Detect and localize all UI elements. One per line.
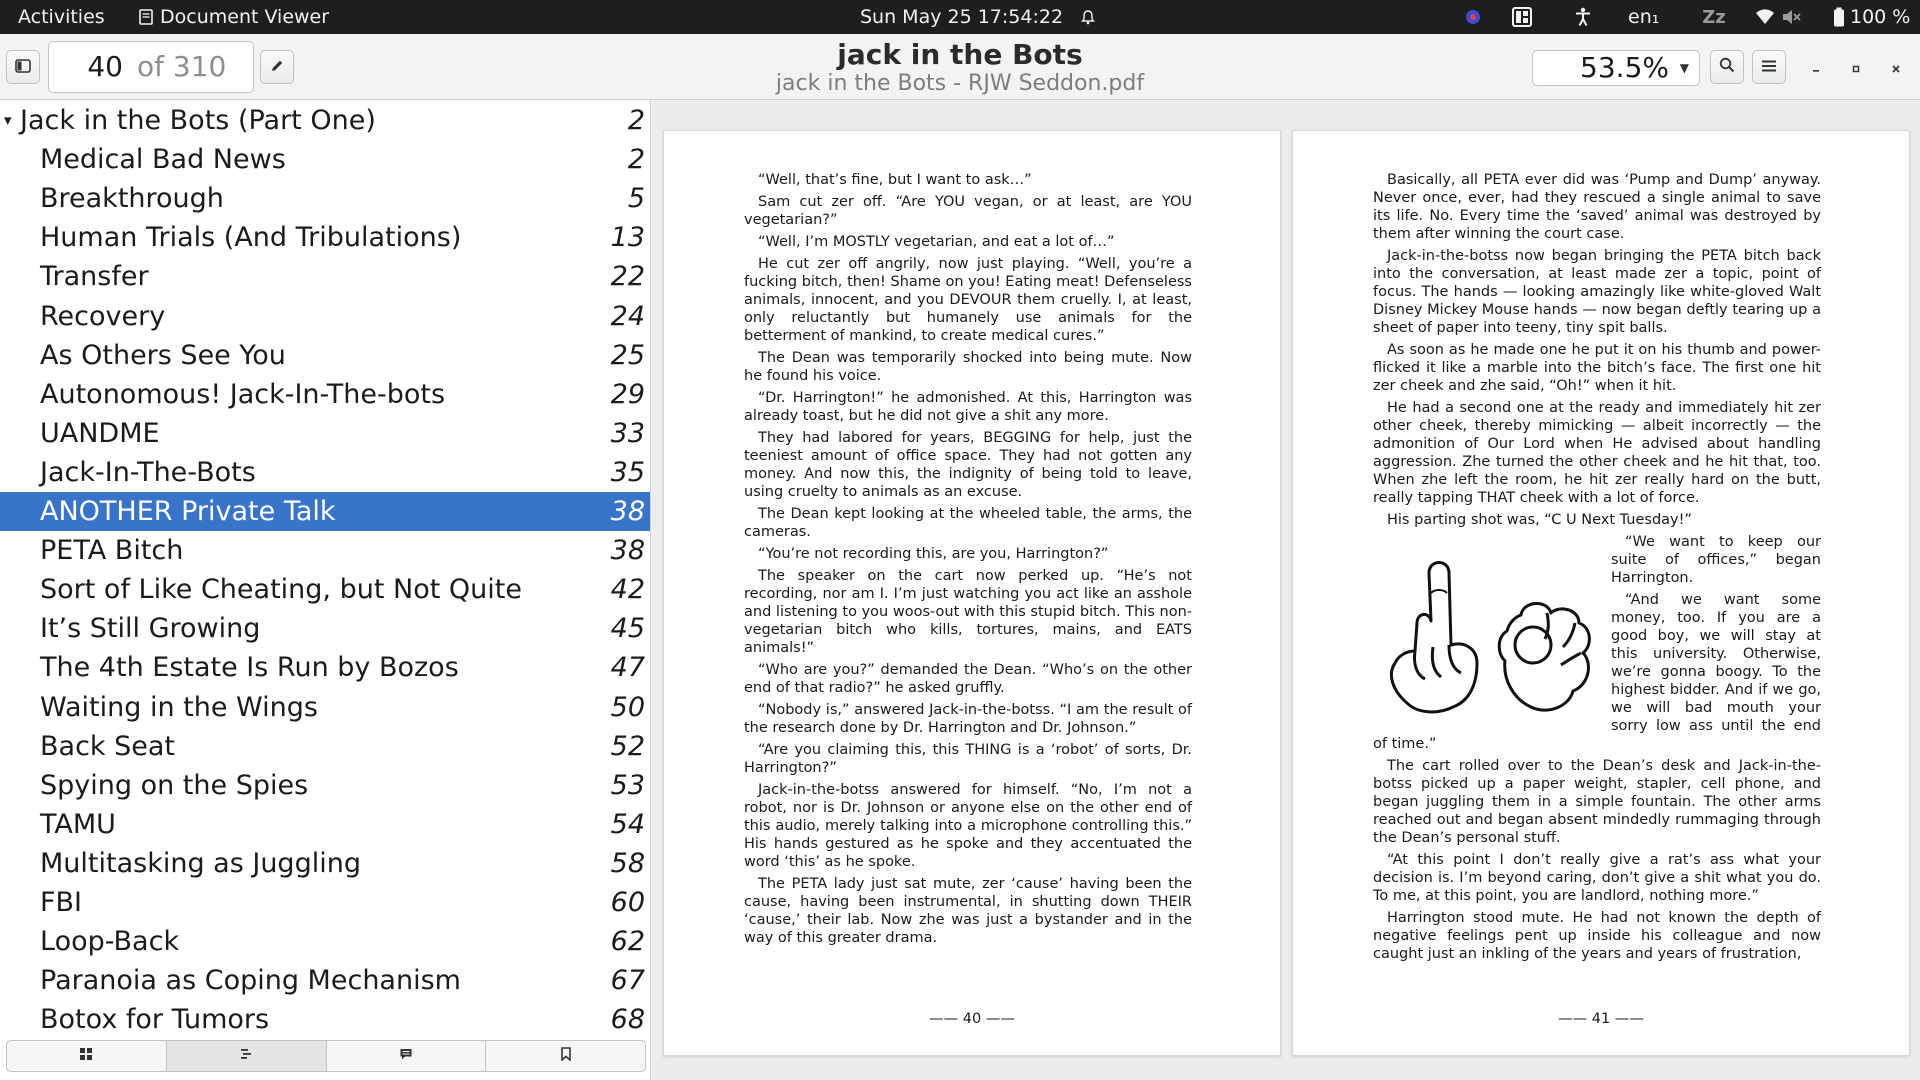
outline-item-label: Paranoia as Coping Mechanism [40,965,461,997]
outline-item[interactable] [0,1000,650,1039]
outline-item-label: Jack in the Bots (Part One) [20,105,376,136]
outline-item-label: Breakthrough [40,183,224,215]
outline-item-page: 60 [610,887,645,918]
page-paragraph: As soon as he made one he put it on his thumb and power-flicked it like a marble into the bitch’s face. The first one hit zer cheek and zhe said, “Oh!” when it hit. [1373,342,1821,394]
outline-item[interactable] [0,297,650,336]
main-menu-button[interactable] [1752,50,1786,84]
page-paragraph: “You’re not recording this, are you, Harrington?” [758,546,1109,562]
close-icon [1891,59,1901,78]
document-viewer-app-icon [136,6,156,28]
outline-item-page: 68 [610,1004,645,1036]
tab-bookmarks[interactable] [486,1041,645,1071]
outline-item[interactable] [0,375,650,414]
outline-item-page: 35 [610,456,645,488]
page-41-text [1373,171,1821,967]
outline-item-label: Medical Bad News [40,144,286,176]
battery-icon[interactable] [1832,6,1846,28]
header-bar [0,34,1920,100]
outline-item-label: Sort of Like Cheating, but Not Quite [40,574,522,606]
page-paragraph: “Dr. Harrington!” he admonished. At this, Harrington was already toast, but he did not give a shit any more. [744,390,1192,424]
outline-item-page: 52 [610,730,645,762]
page-paragraph: “Nobody is,” answered Jack-in-the-botss. “I am the result of the research done by Dr. Harrington and Dr. Johnson.” [744,702,1192,736]
outline-list-icon [239,1047,253,1065]
outline-item[interactable] [0,961,650,1000]
page-paragraph: Harrington stood mute. He had not known the depth of negative feelings pent up inside his colleague and now caught just an inkling of the years and years of frustration, [1373,910,1821,962]
sidebar-tab-bar [6,1040,646,1072]
outline-item-page: 53 [610,769,645,801]
colorful-app-indicator-icon[interactable] [1462,6,1484,28]
outline-item-label: Jack-In-The-Bots [40,456,256,488]
outline-item[interactable] [0,218,650,257]
keyboard-layout-indicator[interactable]: en₁ [1628,6,1660,28]
outline-item[interactable] [0,414,650,453]
outline-item-label: TAMU [40,808,116,840]
page-paragraph: Sam cut zer off. “Are YOU vegan, or at least, are YOU vegetarian?” [744,194,1192,228]
bell-icon [1078,6,1098,28]
page-paragraph: “Well, that’s fine, but I want to ask…” [758,172,1032,188]
activities-button[interactable]: Activities [18,6,105,28]
page-number-input[interactable]: 40 [87,50,123,83]
page-paragraph: Basically, all PETA ever did was ‘Pump and Dump’ anyway. Never once, ever, had they rescued a single animal to save its life. No. Every time the ‘saved’ animal was destroyed by them after winning the court case. [1373,172,1821,242]
document-title: jack in the Bots [837,38,1083,71]
volume-muted-icon[interactable] [1780,6,1802,28]
zoom-selector[interactable] [1532,50,1700,86]
pdf-page-41[interactable] [1292,130,1910,1056]
outline-item-label: Human Trials (And Tribulations) [40,222,462,254]
system-top-bar [0,0,1920,34]
outline-item-page: 38 [610,496,645,527]
page-paragraph: His parting shot was, “C U Next Tuesday!” [1387,512,1692,528]
minimize-button[interactable] [1802,54,1830,82]
outline-item[interactable] [0,844,650,883]
outline-item-label: As Others See You [40,339,286,371]
outline-item[interactable] [0,688,650,727]
tab-thumbnails[interactable] [7,1041,167,1071]
sleep-zz-icon[interactable]: Zz [1702,6,1726,28]
page-count-label: of 310 [137,50,227,83]
maximize-button[interactable] [1842,54,1870,82]
page-40-text [744,171,1192,951]
document-filename: jack in the Bots - RJW Seddon.pdf [775,71,1145,96]
outline-item-label: PETA Bitch [40,535,184,567]
outline-item-label: Recovery [40,300,166,332]
page-paragraph: He cut zer off angrily, now just playing. “Well, you’re a fucking bitch, then! Shame on you! Eating meat! Defenseless animals, innocent, and you DEVOUR them cruelly. I, at least, only reluctantly but humanely use animals for the betterment of mankind, to create medical cures.” [744,256,1192,344]
outline-item-label: Botox for Tumors [40,1004,270,1036]
accessibility-icon[interactable] [1572,6,1594,28]
outline-item-page: 5 [627,183,645,215]
speech-bubble-icon [399,1047,413,1065]
page-paragraph: “At this point I don’t really give a rat’s ass what your decision is. I’m beyond caring, don’t give a shit what you do. To me, at this point, you are landlord, nothing more.” [1373,852,1821,904]
page-paragraph: The Dean was temporarily shocked into being mute. Now he found his voice. [744,350,1192,384]
outline-item-page: 13 [610,222,645,254]
outline-item-page: 58 [610,847,645,879]
battery-percentage: 100 % [1850,6,1911,28]
outline-item-label: Back Seat [40,730,176,762]
outline-item[interactable] [0,805,650,844]
search-icon [1719,57,1735,77]
outline-item-page: 29 [610,378,645,410]
outline-item-label: Transfer [40,261,149,293]
outline-item-label: FBI [40,887,83,918]
outline-item-label: ANOTHER Private Talk [40,496,336,527]
outline-item-label: Autonomous! Jack-In-The-bots [40,378,446,410]
outline-item[interactable] [0,257,650,296]
outline-item[interactable] [0,101,650,140]
outline-item-page: 67 [610,965,645,997]
page-paragraph: The cart rolled over to the Dean’s desk and Jack-in-the-botss picked up a paper weight, stapler, cell phone, and began juggling them in a simple fountain. The other arms reached out and began absent mindedly rummaging through the Dean’s personal stuff. [1373,758,1821,846]
outline-item[interactable] [0,336,650,375]
document-view[interactable] [652,100,1920,1080]
outline-item-page: 33 [610,417,645,449]
outline-item-page: 2 [627,144,645,176]
outline-item[interactable] [0,766,650,805]
outline-item-page: 47 [610,652,645,684]
minimize-icon [1811,59,1821,78]
outline-item[interactable] [0,883,650,922]
tab-annotations[interactable] [327,1041,487,1071]
outline-item-page: 2 [627,105,645,136]
clock[interactable]: Sun May 25 17:54:22 [860,6,1064,28]
page-paragraph: “Who are you?” demanded the Dean. “Who’s on the other end of that radio?” he asked gruffly. [744,662,1192,696]
page-paragraph: The Dean kept looking at the wheeled table, the arms, the cameras. [744,506,1192,540]
outline-sidebar [0,100,651,1080]
outline-item-page: 24 [610,300,645,332]
grid-icon [79,1047,93,1065]
workspace-layout-icon[interactable] [1510,6,1534,28]
page-paragraph: “Are you claiming this, this THING is a ‘robot’ of sorts, Dr. Harrington?” [744,742,1192,776]
outline-item-page: 22 [610,261,645,293]
page-paragraph: The speaker on the cart now perked up. “He’s not recording, nor am I. I’m just watching you act like an asshole and listening to you woos-out with this stupid bitch. This non-vegetarian bitch who kills, tortures, mains, and EATS animals!” [744,568,1192,656]
outline-item-label: The 4th Estate Is Run by Bozos [40,652,459,684]
hamburger-menu-icon [1761,58,1777,77]
outline-item[interactable] [0,531,650,570]
app-menu[interactable]: Document Viewer [160,6,330,28]
bookmark-icon [560,1047,572,1065]
outline-item[interactable] [0,648,650,687]
page-paragraph: The PETA lady just sat mute, zer ‘cause’ having been the cause, having been instrumental, in shutting down THEIR ‘cause,’ their lab. Now zhe was just a bystander and in the way of this greater drama. [744,876,1192,946]
page-41-number: —— 41 —— [1558,1011,1644,1027]
outline-item[interactable] [0,179,650,218]
outline-item-label: It’s Still Growing [40,613,261,645]
wifi-icon[interactable] [1754,6,1776,28]
outline-item[interactable] [0,453,650,492]
outline-item-label: Waiting in the Wings [40,691,318,723]
pdf-page-40[interactable] [663,130,1281,1056]
outline-item-label: Multitasking as Juggling [40,847,361,879]
outline-item-page: 25 [610,339,645,371]
page-paragraph: “And we want some money, too. If you are a good boy, we will stay at this university. Otherwise, we’re gonna boogy. To the highest bidder. And if we go, we will bad mouth your sorry low ass until the end of time.” [1373,592,1821,752]
outline-item[interactable] [0,727,650,766]
search-button[interactable] [1710,50,1744,84]
page-paragraph: Jack-in-the-botss now began bringing the PETA bitch back into the conversation, at least made zer a topic, point of focus. The hands — looking amazingly like white-gloved Walt Disney Mickey Mouse hands — now began deftly tearing up a sheet of paper into teeny, tiny spit balls. [1373,248,1821,336]
page-paragraph: “We want to keep our suite of offices,” began Harrington. [1611,534,1821,586]
outline-item-page: 50 [610,691,645,723]
page-40-number: —— 40 —— [929,1011,1015,1027]
page-paragraph: He had a second one at the ready and immediately hit zer other cheek, thereby mimicking — albeit incorrectly — the admonition of Our Lord when He advised about handling aggression. Zhe turned the other cheek and he hit that, too. When zhe left the room, he hit zer really hard on the butt, really tapping THAT cheek with a lot of force. [1373,400,1821,506]
outline-item-selected[interactable] [0,492,650,531]
page-paragraph: “Well, I’m MOSTLY vegetarian, and eat a lot of…” [758,234,1115,250]
tab-outline[interactable] [167,1041,327,1071]
outline-item-page: 62 [610,926,645,958]
outline-item[interactable] [0,922,650,961]
outline-item-page: 54 [610,808,645,840]
outline-item[interactable] [0,140,650,179]
expand-chevron-icon[interactable]: ▾ [4,111,12,129]
outline-item[interactable] [0,609,650,648]
outline-item-page: 38 [610,535,645,567]
outline-item-page: 45 [610,613,645,645]
outline-item-label: UANDME [40,417,160,449]
outline-item-page: 42 [610,574,645,606]
close-button[interactable] [1882,54,1910,82]
middle-finger-hands-illustration [1373,553,1603,731]
page-paragraph: Jack-in-the-botss answered for himself. “No, I’m not a robot, nor is Dr. Johnson or anyone else on the other end of this audio, merely talking into a microphone controlling this.” His hands gestured as he spoke and they accentuated the word ‘this’ as he spoke. [744,782,1192,870]
outline-item-label: Loop-Back [40,926,180,958]
chevron-down-icon: ▼ [1679,61,1689,75]
zoom-level: 53.5% [1580,51,1669,84]
outline-item[interactable] [0,570,650,609]
maximize-icon [1851,59,1861,78]
outline-item-label: Spying on the Spies [40,769,309,801]
page-paragraph: They had labored for years, BEGGING for help, just the teeniest amount of office space. They had not gotten any money. And now this, the indignity of being told to leave, using cruelty to animals as an excuse. [744,430,1192,500]
